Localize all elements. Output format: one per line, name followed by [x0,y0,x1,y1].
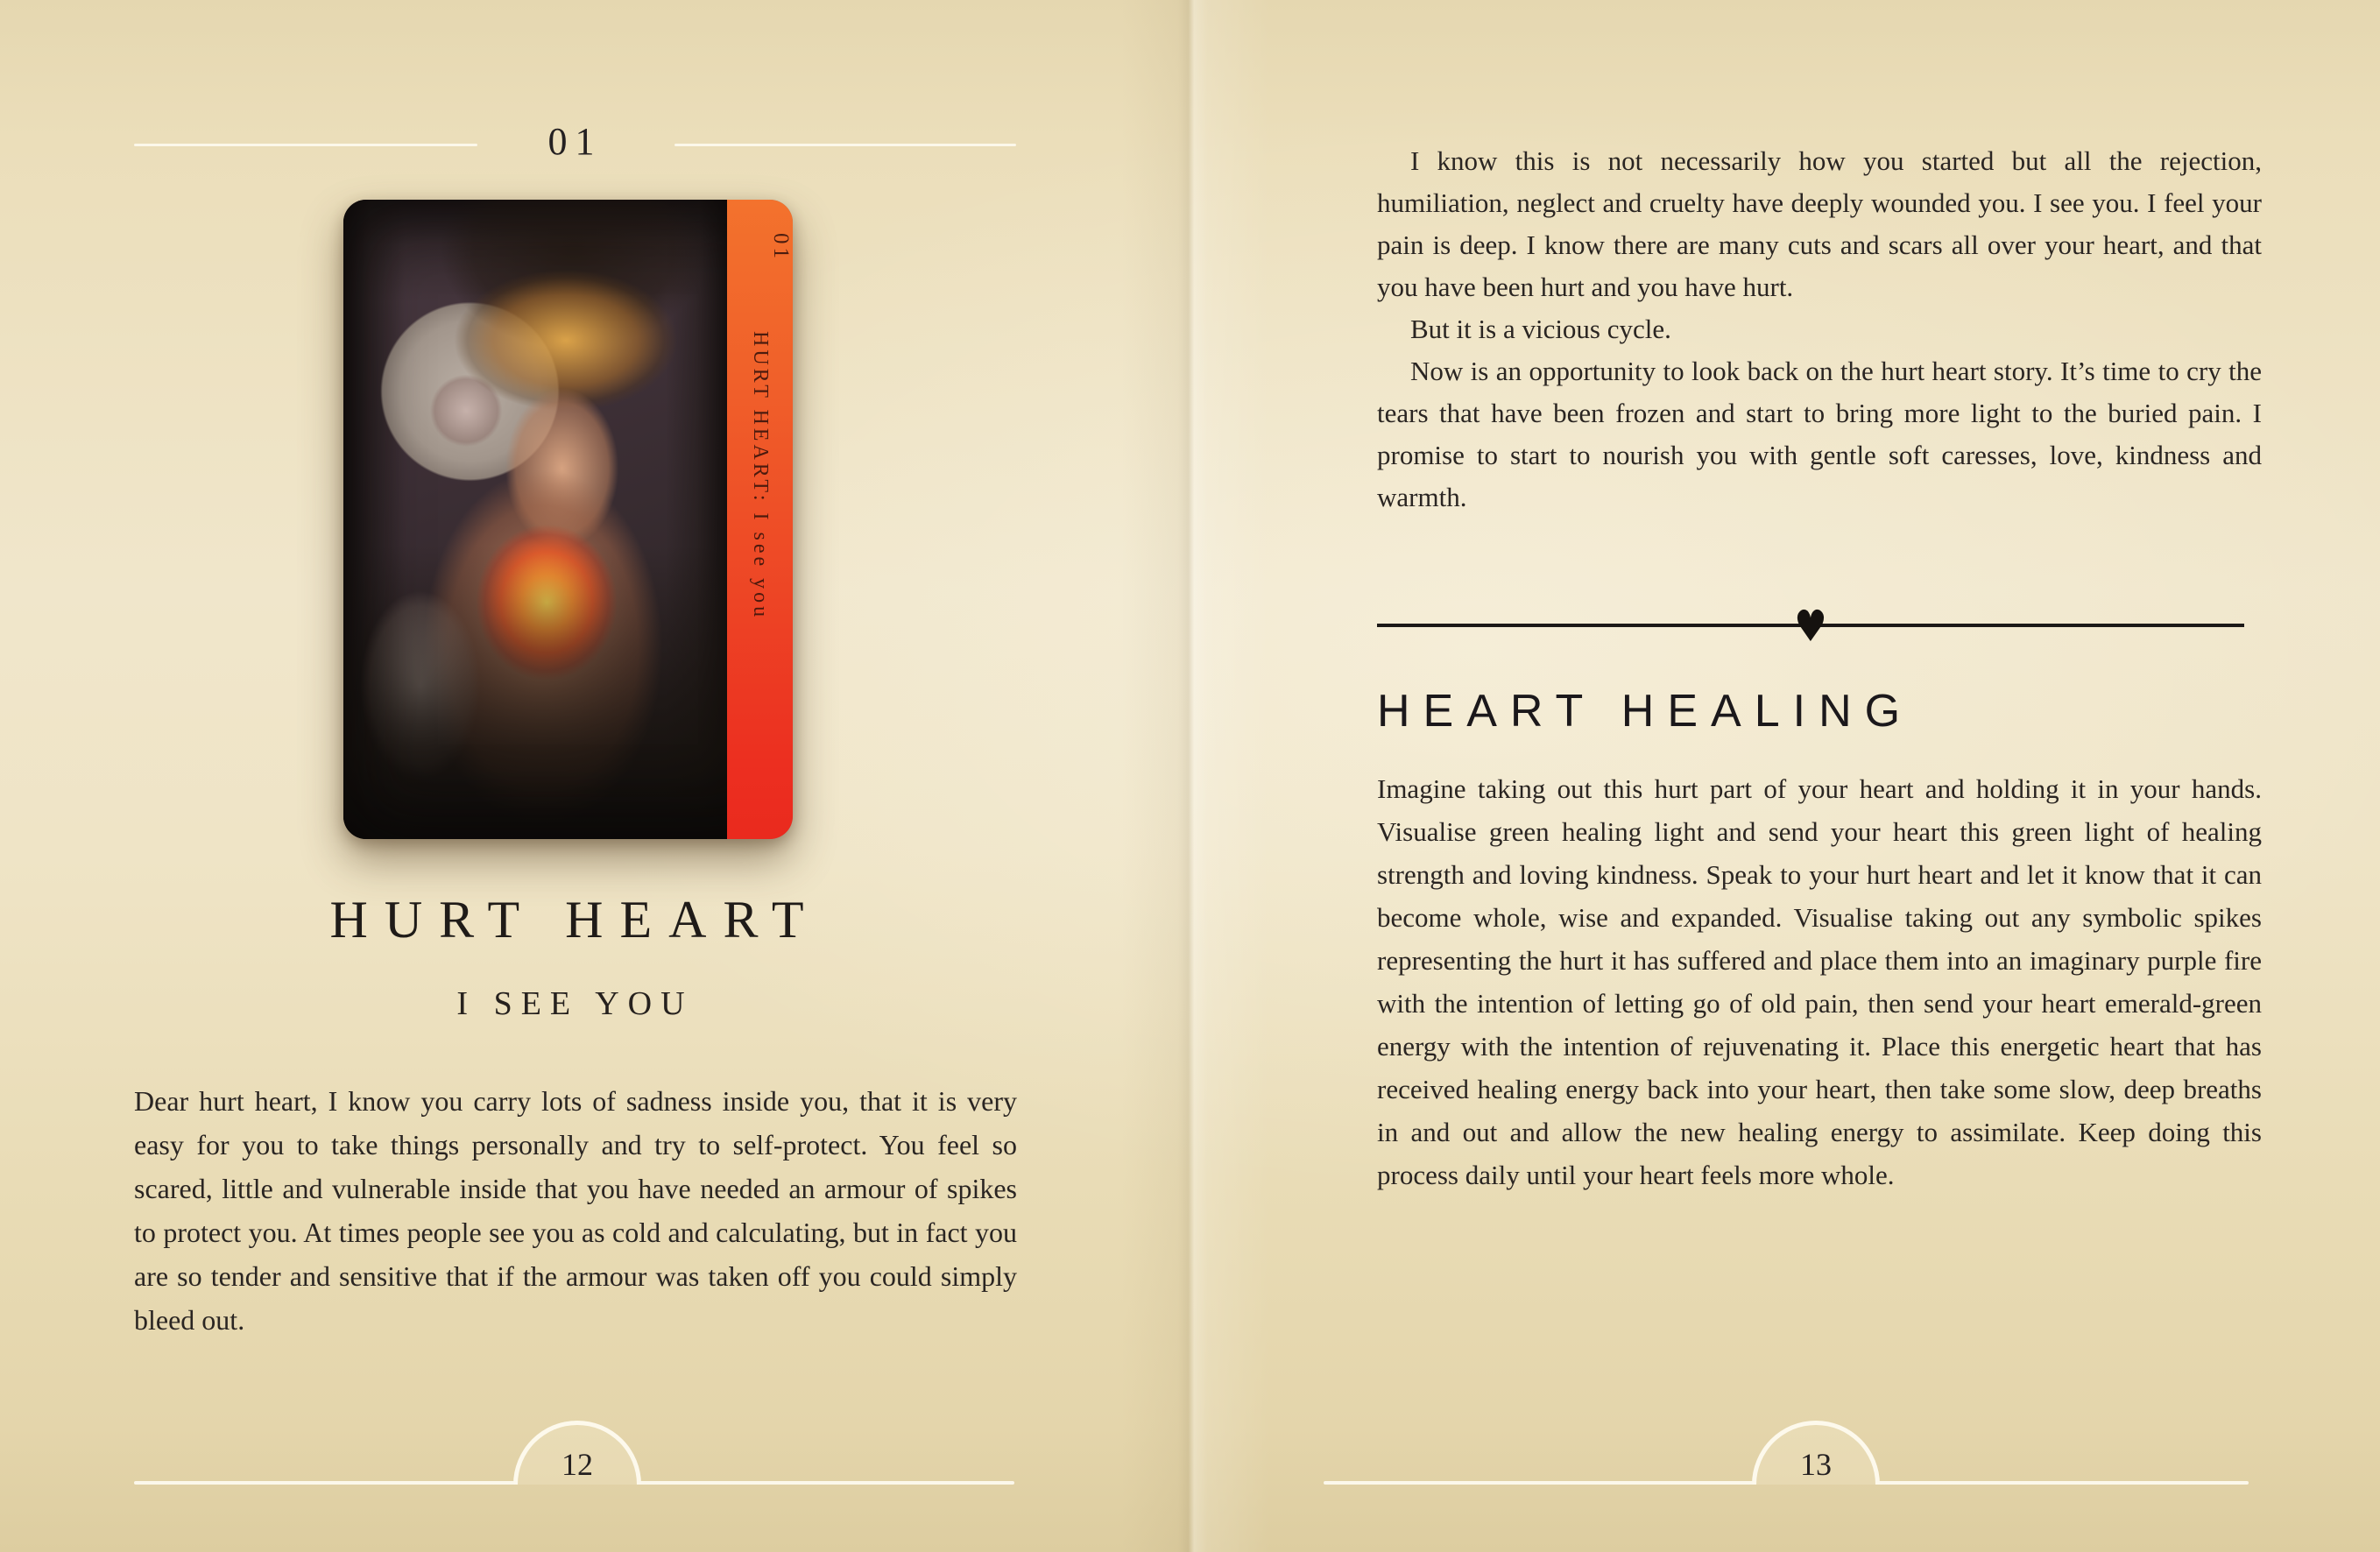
card-subtitle: I SEE YOU [456,985,694,1022]
section-paragraph: Imagine taking out this hurt part of your heart and holding it in your hands. Visualise green healing light and send your heart this green light of healing strength and loving kindness. Speak to your hurt heart and let it know that it can become whole, wise and expanded. Visualise taking out any symbolic spikes representing the hurt it has suffered and place them into an imaginary purple fire with the intention of letting go of old pain, then send your heart emerald-green energy with the intention of rejuvenating it. Place this energetic heart that has received healing energy back into your heart, then take some slow, deep breaths in and out and allow the new healing energy to assimilate. Keep doing this process daily until your heart feels more whole. [1377,773,2262,1190]
card-title: HURT HEART [329,891,821,949]
card-spine-title: HURT HEART: I see you [749,331,772,621]
body-paragraph: But it is a vicious cycle. [1410,314,1671,344]
body-paragraph: I know this is not necessarily how you started but all the rejection, humiliation, neglect and cruelty have deeply wounded you. I see you. I feel your pain is deep. I know there are many cuts and scars all over your heart, and that you have been hurt and you have hurt. [1377,145,2262,302]
card-description-paragraph: Dear hurt heart, I know you carry lots of sadness inside you, that it is very easy for you to take things personally and try to self-protect. You feel so scared, little and vulnerable inside that you have needed an armour of spikes to protect you. At times people see you as cold and calculating, but in fact you are so tender and sensitive that if the armour was taken off you could simply bleed out. [134,1085,1017,1336]
header-rule-right [674,144,1016,146]
section-heading: HEART HEALING [1377,686,1914,737]
chapter-header [134,114,1016,166]
card-spine [727,200,793,839]
page-number-left: 12 [561,1447,593,1482]
card-spine-number: 01 [769,233,793,262]
page-number-right: 13 [1800,1447,1832,1482]
card-art-vignette [343,200,793,839]
section-divider [1377,601,2244,652]
page-right [1190,0,2380,1552]
continuation-text [1377,140,2262,519]
heart-icon: ♥ [1794,601,1827,652]
oracle-card [343,200,793,839]
body-paragraph: Now is an opportunity to look back on the hurt heart story. It’s time to cry the tears that have been frozen and start to bring more light to the buried pain. I promise to start to nourish you with gentle soft caresses, love, kindness and warmth. [1377,356,2262,512]
chapter-number: 01 [547,120,603,163]
